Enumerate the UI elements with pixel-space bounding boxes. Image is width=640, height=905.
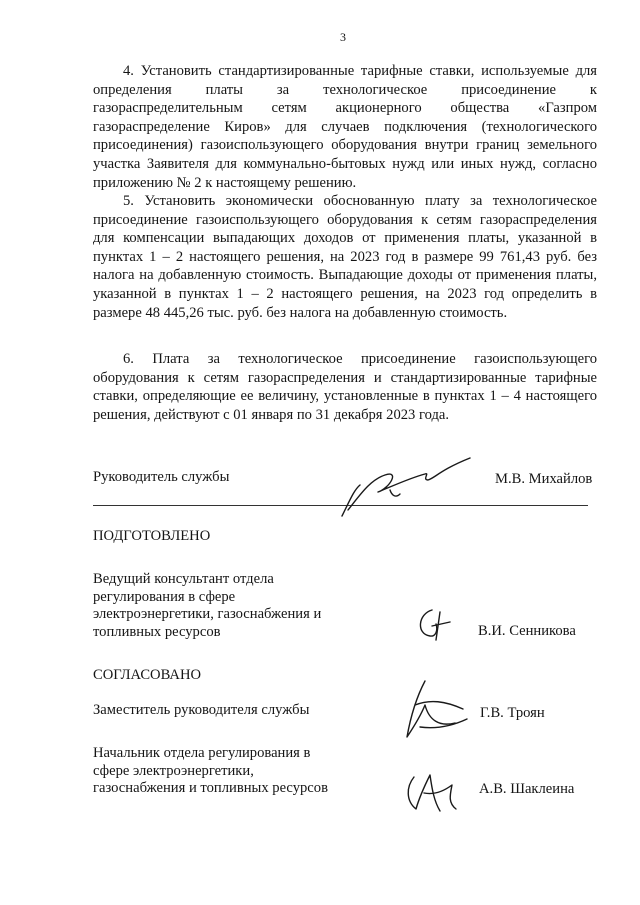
head-name: М.В. Михайлов	[495, 471, 593, 487]
head-of-department-name: А.В. Шаклеина	[479, 781, 575, 797]
deputy-position-line: Заместитель руководителя службы	[93, 702, 310, 718]
head-of-department-signature-image	[400, 765, 470, 820]
deputy-name: Г.В. Троян	[480, 705, 545, 721]
head-of-department-position	[93, 745, 328, 798]
prepared-position-line: электроэнергетики, газоснабжения и	[93, 606, 322, 622]
head-position: Руководитель службы	[93, 469, 230, 485]
head-signature-image	[330, 450, 480, 520]
page-number: 3	[340, 30, 346, 44]
agreed-heading: СОГЛАСОВАНО	[93, 667, 202, 683]
prepared-position	[93, 571, 321, 641]
deputy-signature-image	[395, 675, 475, 745]
prepared-name: В.И. Сенникова	[478, 623, 576, 639]
prepared-heading: ПОДГОТОВЛЕНО	[93, 528, 211, 544]
head-of-department-position-line: сфере электроэнергетики,	[93, 762, 254, 779]
paragraph-5: 5. Установить экономически обоснованную плату за технологическое присоединение газоиспользующего оборудования к сетям газораспределения для компенсации выпадающих доходов от применения платы, указанной в пунктах 1 – 2 настоящего решения, на 2023 год в размере 99 761,43 руб. без налога на добавленную стоимость. Выпадающие доходы от применения платы, указанной в пунктах 1 – 2 настоящего решения, на 2023 год определить в размере 48 445,26 тыс. руб. без налога на добавленную стоимость.	[93, 193, 597, 321]
head-of-department-position-line: газоснабжения и топливных ресурсов	[93, 780, 328, 796]
paragraph-4: 4. Установить стандартизированные тарифные ставки, используемые для определения платы за технологическое присоединение к газораспределительным сетям акционерного общества «Газпром газораспределение Киров» для случаев подключения (технологического присоединения) газоиспользующего оборудования внутри границ земельного участка Заявителя для коммунально-бытовых нужд или иных нужд, согласно приложению № 2 к настоящему решению.	[93, 63, 597, 191]
prepared-position-line: Ведущий консультант отдела	[93, 571, 274, 587]
deputy-position	[93, 702, 309, 720]
prepared-position-line: топливных ресурсов	[93, 623, 221, 640]
paragraph-6: 6. Плата за технологическое присоединение газоиспользующего оборудования к сетям газораспределения и стандартизированные тарифные ставки, определяющие ее величину, установленные в пунктах 1 – 4 настоящего решения, действуют с 01 января по 31 декабря 2023 года.	[93, 351, 597, 423]
prepared-signature-image	[410, 600, 460, 650]
prepared-position-line: регулирования в сфере	[93, 588, 236, 605]
head-of-department-position-line: Начальник отдела регулирования в	[93, 745, 311, 761]
